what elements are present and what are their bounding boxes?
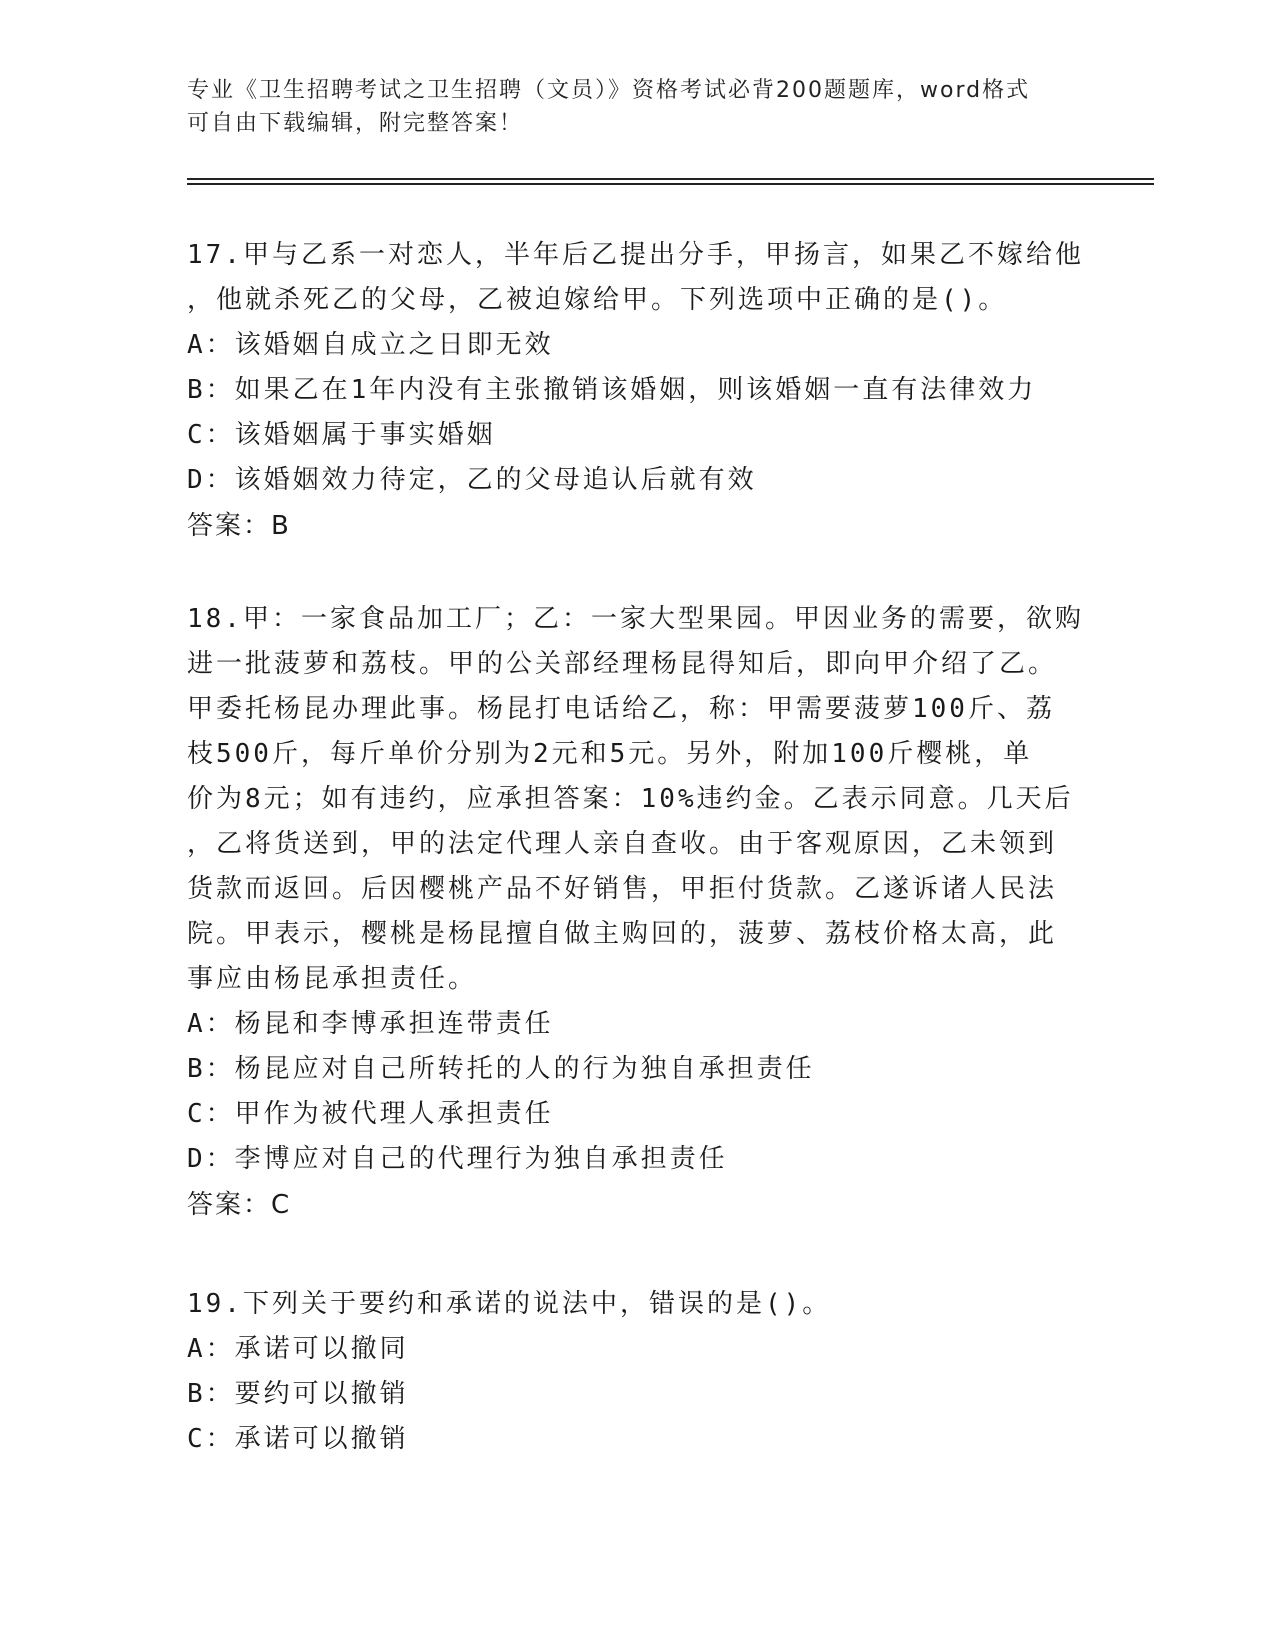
- answer-label: 答案：C: [187, 1190, 292, 1220]
- option-a: A：承诺可以撤同: [187, 1334, 409, 1364]
- header-divider-top: [187, 178, 1154, 180]
- option-a: A：杨昆和李博承担连带责任: [187, 1009, 554, 1039]
- option-c: C：承诺可以撤销: [187, 1424, 409, 1454]
- option-d: D：李博应对自己的代理行为独自承担责任: [187, 1144, 728, 1174]
- question-text-line: 进一批菠萝和荔枝。甲的公关部经理杨昆得知后，即向甲介绍了乙。: [187, 649, 1058, 679]
- option-c: C：甲作为被代理人承担责任: [187, 1099, 554, 1129]
- answer-label: 答案：B: [187, 511, 291, 541]
- question-text-line: 17.甲与乙系一对恋人，半年后乙提出分手，甲扬言，如果乙不嫁给他: [187, 240, 1084, 270]
- question-text-line: ，他就杀死乙的父母，乙被迫嫁给甲。下列选项中正确的是()。: [187, 285, 1008, 315]
- question-text-line: ，乙将货送到，甲的法定代理人亲自查收。由于客观原因，乙未领到: [187, 829, 1058, 859]
- question-text-line: 货款而返回。后因樱桃产品不好销售，甲拒付货款。乙遂诉诸人民法: [187, 874, 1058, 904]
- header-line-1: 专业《卫生招聘考试之卫生招聘（文员）》资格考试必背200题题库，word格式: [187, 78, 1031, 103]
- question-text-line: 19.下列关于要约和承诺的说法中，错误的是()。: [187, 1289, 832, 1319]
- option-a: A：该婚姻自成立之日即无效: [187, 330, 554, 360]
- question-text-line: 院。甲表示，樱桃是杨昆擅自做主购回的，菠萝、荔枝价格太高，此: [187, 919, 1058, 949]
- question-text-line: 甲委托杨昆办理此事。杨昆打电话给乙，称：甲需要菠萝100斤、荔: [187, 694, 1055, 724]
- option-b: B：杨昆应对自己所转托的人的行为独自承担责任: [187, 1054, 815, 1084]
- option-c: C：该婚姻属于事实婚姻: [187, 420, 496, 450]
- question-18: [187, 597, 1087, 1228]
- header-line-2: 可自由下载编辑，附完整答案！: [187, 111, 524, 136]
- question-17: [187, 233, 1087, 549]
- question-text-line: 枝500斤，每斤单价分别为2元和5元。另外，附加100斤樱桃，单: [187, 739, 1033, 769]
- question-19: [187, 1282, 1087, 1462]
- option-d: D：该婚姻效力待定，乙的父母追认后就有效: [187, 465, 757, 495]
- question-text-line: 事应由杨昆承担责任。: [187, 964, 478, 994]
- question-text-line: 18.甲：一家食品加工厂；乙：一家大型果园。甲因业务的需要，欲购: [187, 604, 1084, 634]
- document-header: [187, 74, 1087, 140]
- question-text-line: 价为8元；如有违约，应承担答案：10%违约金。乙表示同意。几天后: [187, 784, 1074, 814]
- option-b: B：要约可以撤销: [187, 1379, 409, 1409]
- header-divider-bottom: [187, 183, 1154, 185]
- option-b: B：如果乙在1年内没有主张撤销该婚姻，则该婚姻一直有法律效力: [187, 375, 1037, 405]
